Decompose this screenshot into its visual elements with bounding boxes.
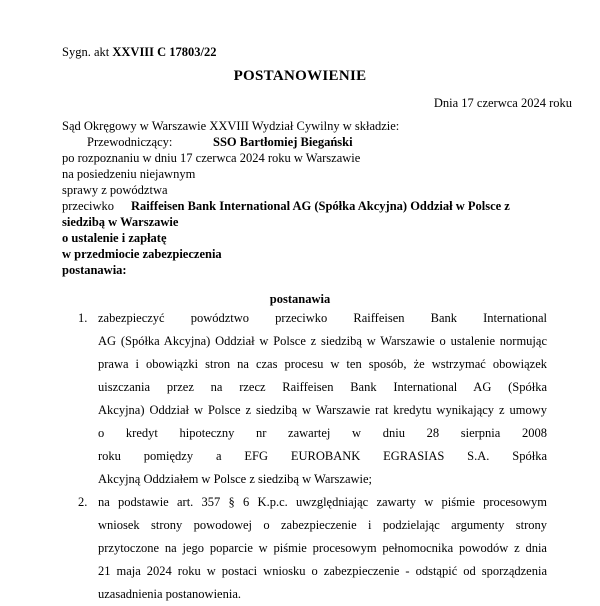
item-2-number: 2.	[78, 495, 88, 509]
item-1-line-4: uiszczania przez na rzecz Raiffeisen Bank International AG (Spółka	[98, 380, 547, 394]
item-1-line-2: AG (Spółka Akcyjna) Oddział w Polsce z siedzibą w Warszawie o ustalenie normując	[98, 334, 547, 348]
item-1-line-7: roku pomiędzy a EFG EUROBANK EGRASIAS S.A. Spółka	[98, 449, 547, 463]
hearing-date-line: po rozpoznaniu w dniu 17 czerwca 2024 roku w Warszawie	[62, 151, 361, 165]
item-1-line-5: Akcyjna) Oddział w Polsce z siedzibą w Warszawie rat kredytu wynikający z umowy	[98, 403, 547, 417]
item-2-line-3: przytoczone na jego poparcie w piśmie procesowym pełnomocnika powodów z dnia	[98, 541, 547, 555]
date-line: Dnia 17 czerwca 2024 roku	[433, 96, 572, 110]
item-2-line-5: uzasadnienia postanowienia.	[98, 587, 242, 601]
case-signature	[62, 44, 217, 60]
item-2-line-1: na podstawie art. 357 § 6 K.p.c. uwzględniając zawarty w piśmie procesowym	[98, 495, 547, 509]
case-subject-line2: w przedmiocie zabezpieczenia	[62, 247, 222, 261]
against-label: przeciwko	[62, 199, 115, 213]
item-2-line-4: 21 maja 2024 roku w postaci wniosku o zabezpieczenie - odstąpić od sporządzenia	[98, 564, 547, 578]
decides-label: postanawia:	[62, 263, 127, 277]
defendant-name-line2: siedzibą w Warszawie	[62, 215, 179, 229]
case-signature-prefix: Sygn. akt	[62, 45, 110, 59]
court-composition: Sąd Okręgowy w Warszawie XXVIII Wydział Cywilny w składzie:	[62, 119, 400, 133]
item-1-line-8: Akcyjną Oddziałem w Polsce z siedzibą w Warszawie;	[98, 472, 373, 486]
case-of-line: sprawy z powództwa	[62, 183, 168, 197]
item-1-line-6: o kredyt hipoteczny nr zawartej w dniu 28 sierpnia 2008	[98, 426, 547, 440]
decision-heading: postanawia	[269, 292, 331, 306]
item-1-line-1: zabezpieczyć powództwo przeciwko Raiffeisen Bank International	[98, 311, 547, 325]
item-2-line-2: wniosek strony powodowej o zabezpieczenie i podzielając argumenty strony	[98, 518, 547, 532]
item-1-number: 1.	[78, 311, 88, 325]
chair-label: Przewodniczący:	[87, 135, 173, 149]
defendant-name-line1: Raiffeisen Bank International AG (Spółka Akcyjna) Oddział w Polsce z	[131, 199, 510, 213]
case-subject-line1: o ustalenie i zapłatę	[62, 231, 167, 245]
chair-name: SSO Bartłomiej Biegański	[213, 135, 353, 149]
item-1-line-3: prawa i obowiązki stron na czas procesu w ten sposób, że wstrzymać obowiązek	[98, 357, 547, 371]
session-type-line: na posiedzeniu niejawnym	[62, 167, 196, 181]
case-signature-number: XXVIII C 17803/22	[112, 45, 217, 59]
document-title: POSTANOWIENIE	[233, 68, 367, 84]
